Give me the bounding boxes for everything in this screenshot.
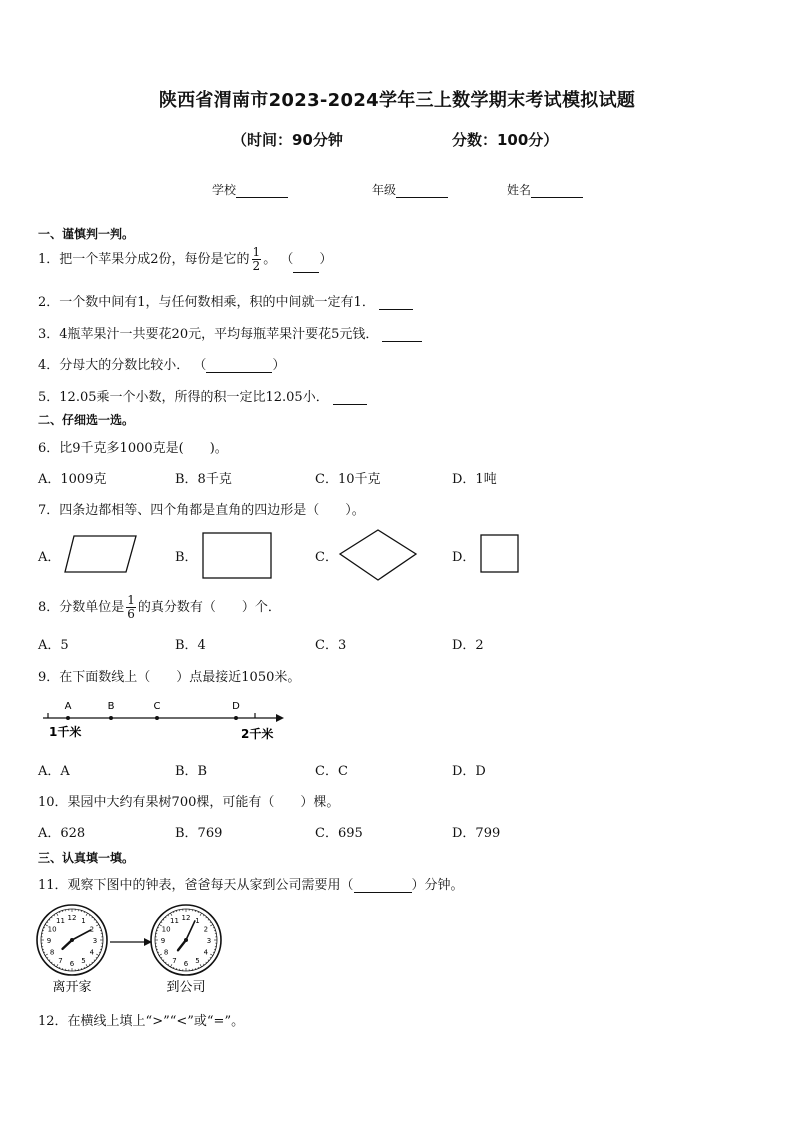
clock-tick xyxy=(161,922,162,923)
clock-tick xyxy=(163,960,164,961)
clock-number: 2 xyxy=(203,925,209,934)
q7-option-d: D． xyxy=(452,550,476,565)
number-line-arrow-icon xyxy=(276,714,284,722)
page-title: 陕西省渭南市2023-2024学年三上数学期末考试模拟试题 xyxy=(158,90,636,111)
question-7: 7．四条边都相等、四个角都是直角的四边形是（ ）。 xyxy=(38,503,365,518)
answer-blank xyxy=(354,880,412,893)
clock-tick xyxy=(89,964,90,965)
section3-title: 三、认真填一填。 xyxy=(38,851,135,865)
q8-option-d: D．2 xyxy=(452,638,484,653)
question-4: 4．分母大的分数比较小． （ ） xyxy=(38,358,286,373)
minute-hand xyxy=(186,921,195,940)
clock-number: 1 xyxy=(81,917,86,926)
clock-right-label: 到公司 xyxy=(166,980,206,995)
clock-number: 5 xyxy=(195,956,200,965)
clock-tick xyxy=(96,957,97,958)
answer-blank xyxy=(382,329,422,342)
answer-blank xyxy=(333,392,367,405)
clock-tick xyxy=(208,960,209,961)
start-label: 1千米 xyxy=(49,725,82,739)
clock-tick xyxy=(92,917,93,918)
end-label: 2千米 xyxy=(241,727,274,741)
clock-center xyxy=(184,938,188,942)
clock-number: 6 xyxy=(183,960,189,968)
question-6: 6．比9千克多1000克是( )。 xyxy=(38,441,228,456)
score-label: 分数：100分） xyxy=(452,131,559,149)
clock-tick xyxy=(210,957,211,958)
clock-number: 9 xyxy=(46,937,52,945)
point-a-dot xyxy=(66,716,70,720)
clock-tick xyxy=(94,960,95,961)
q7-option-c: C． xyxy=(315,550,338,565)
clock-tick xyxy=(45,954,48,956)
clock-center xyxy=(70,938,74,942)
q9-option-a: A．A xyxy=(38,764,70,779)
clock-tick xyxy=(51,962,52,963)
clock-tick xyxy=(210,954,213,956)
point-a-label: A xyxy=(64,701,72,712)
clock-tick xyxy=(168,964,169,965)
name-field xyxy=(507,181,583,198)
question-11: 11．观察下图中的钟表，爸爸每天从家到公司需要用（ ）分钟。 xyxy=(38,878,464,893)
clock-tick xyxy=(200,913,202,916)
point-c-label: C xyxy=(153,701,161,712)
clock-tick xyxy=(203,915,204,916)
clock-tick xyxy=(54,915,55,916)
clock-tick xyxy=(210,922,211,923)
section1-title: 一、谨慎判一判。 xyxy=(38,227,135,241)
clock-number: 6 xyxy=(69,960,75,968)
q9-option-c: C．C xyxy=(315,764,348,779)
q6-option-a: A．1009克 xyxy=(38,472,107,487)
minute-hand xyxy=(72,930,91,940)
clock-number: 11 xyxy=(56,917,65,926)
clock-tick xyxy=(206,962,207,963)
point-b-dot xyxy=(109,716,113,720)
clock-leave-home xyxy=(37,905,107,975)
clock-number: 8 xyxy=(49,948,55,957)
clock-tick xyxy=(96,922,97,923)
parallelogram-shape xyxy=(60,530,140,576)
question-10: 10．果园中大约有果树700棵，可能有（ ）棵。 xyxy=(38,795,340,810)
school-label: 学校 xyxy=(212,183,237,197)
question-3: 3．4瓶苹果汁一共要花20元，平均每瓶苹果汁要花5元钱． xyxy=(38,323,422,342)
clock-tick xyxy=(161,957,162,958)
clock-arrive-office xyxy=(151,905,221,975)
q10-option-d: D．799 xyxy=(452,826,501,841)
q8-option-a: A．5 xyxy=(38,638,69,653)
question-8: 8．分数单位是 $\frac{1}{6}$ 的真分数有（ ）个． xyxy=(38,593,281,621)
clock-number: 4 xyxy=(203,948,209,957)
square-shape xyxy=(478,532,522,576)
point-d-label: D xyxy=(232,701,240,712)
q7-option-b: B． xyxy=(175,550,198,565)
clock-number: 9 xyxy=(160,937,166,945)
q7-option-a: A． xyxy=(38,550,61,565)
fraction-sixth: $\frac{1}{6}$ xyxy=(127,593,135,621)
clock-number: 11 xyxy=(170,917,179,926)
clock-tick xyxy=(168,915,169,916)
clock-number: 3 xyxy=(92,937,98,945)
name-blank xyxy=(531,185,583,198)
clock-tick xyxy=(206,917,207,918)
fraction-half: $\frac{1}{2}$ xyxy=(252,245,261,273)
clocks-figure xyxy=(34,900,234,1000)
clock-tick xyxy=(159,954,162,956)
grade-field xyxy=(372,181,448,198)
clock-number: 2 xyxy=(89,925,95,934)
clock-number: 7 xyxy=(58,956,63,965)
clock-tick xyxy=(49,960,50,961)
clock-tick xyxy=(171,913,173,916)
clock-number: 3 xyxy=(206,937,212,945)
clock-tick xyxy=(57,913,59,916)
time-label: （时间：90分钟 xyxy=(232,131,343,149)
rhombus-shape xyxy=(336,526,420,584)
clock-tick xyxy=(47,922,48,923)
clock-tick xyxy=(163,919,164,920)
question-9: 9．在下面数线上（ ）点最接近1050米。 xyxy=(38,670,301,685)
clock-tick xyxy=(86,913,88,916)
clock-number: 10 xyxy=(47,925,57,934)
point-b-label: B xyxy=(107,701,115,712)
q10-option-b: B．769 xyxy=(175,826,223,841)
clock-number: 12 xyxy=(67,914,77,922)
school-field xyxy=(212,181,288,198)
clock-left-label: 离开家 xyxy=(52,980,92,995)
number-line xyxy=(38,696,288,744)
answer-blank xyxy=(293,260,319,273)
clock-number: 8 xyxy=(163,948,169,957)
clock-number: 7 xyxy=(172,956,177,965)
grade-label: 年级 xyxy=(372,183,397,197)
clock-tick xyxy=(165,917,166,918)
clock-tick xyxy=(49,919,50,920)
question-1: 1．把一个苹果分成2份，每份是它的 $\frac{1}{2}$ 。 （ ） xyxy=(38,245,333,273)
clock-tick xyxy=(92,962,93,963)
clock-number: 12 xyxy=(181,914,191,922)
clock-number: 4 xyxy=(89,948,95,957)
question-2: 2．一个数中间有1，与任何数相乘，积的中间就一定有1． xyxy=(38,291,413,310)
q10-option-a: A．628 xyxy=(38,826,86,841)
question-5: 5．12.05乘一个小数，所得的积一定比12.05小． xyxy=(38,386,367,405)
clock-tick xyxy=(96,954,99,956)
q8-option-c: C．3 xyxy=(315,638,347,653)
q10-option-c: C．695 xyxy=(315,826,363,841)
clock-number: 5 xyxy=(81,956,86,965)
grade-blank xyxy=(396,185,448,198)
q8-option-b: B．4 xyxy=(175,638,206,653)
point-d-dot xyxy=(234,716,238,720)
clock-number: 1 xyxy=(195,917,200,926)
clock-tick xyxy=(208,919,209,920)
q6-option-c: C．10千克 xyxy=(315,472,381,487)
clock-tick xyxy=(51,917,52,918)
clock-tick xyxy=(165,962,166,963)
point-c-dot xyxy=(155,716,159,720)
clock-tick xyxy=(94,919,95,920)
q9-option-b: B．B xyxy=(175,764,208,779)
answer-blank xyxy=(206,360,272,373)
q9-option-d: D．D xyxy=(452,764,486,779)
section2-title: 二、仔细选一选。 xyxy=(38,413,135,427)
clock-tick xyxy=(54,964,55,965)
clock-tick xyxy=(210,925,213,927)
q6-option-d: D．1吨 xyxy=(452,472,497,487)
rectangle-shape xyxy=(200,530,276,582)
answer-blank xyxy=(379,297,413,310)
question-12: 12．在横线上填上“>”“<”或“=”。 xyxy=(38,1014,245,1029)
clock-tick xyxy=(89,915,90,916)
school-blank xyxy=(236,185,288,198)
clock-tick xyxy=(200,964,202,967)
clock-number: 10 xyxy=(161,925,171,934)
q6-option-b: B．8千克 xyxy=(175,472,232,487)
clock-tick xyxy=(86,964,88,967)
name-label: 姓名 xyxy=(507,183,532,197)
clock-tick xyxy=(96,925,99,927)
clock-tick xyxy=(47,957,48,958)
clock-tick xyxy=(203,964,204,965)
